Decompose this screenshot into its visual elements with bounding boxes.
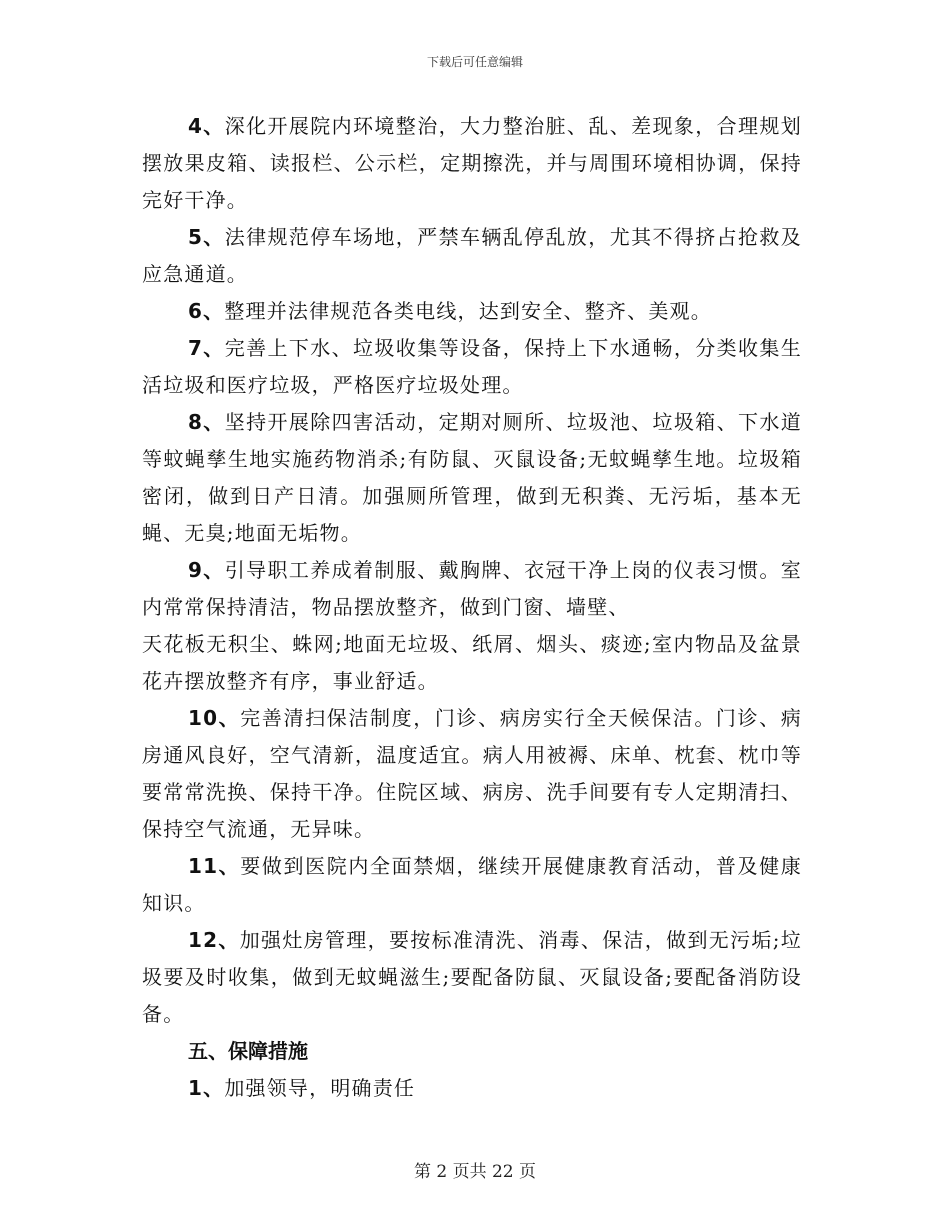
item-number: 7、 (188, 336, 225, 360)
paragraph-item-10 (142, 700, 802, 848)
item-text: 坚持开展除四害活动，定期对厕所、垃圾池、垃圾箱、下水道等蚊蝇孳生地实施药物消杀;有防鼠、灭鼠设备;无蚊蝇孳生地。垃圾箱密闭，做到日产日清。加强厕所管理，做到无积粪、无污垢，基本无蝇、无臭;地面无垢物。 (142, 410, 802, 545)
item-text: 要做到医院内全面禁烟，继续开展健康教育活动，普及健康知识。 (142, 854, 802, 915)
item-text: 引导职工养成着制服、戴胸牌、衣冠干净上岗的仪表习惯。室内常常保持清洁，物品摆放整齐，做到门窗、墙壁、 (142, 558, 802, 619)
item-number: 1、 (188, 1076, 225, 1100)
document-body (142, 108, 802, 1107)
paragraph-item-9 (142, 552, 802, 626)
paragraph-item-11 (142, 848, 802, 922)
item-number: 4、 (188, 114, 225, 138)
item-text: 整理并法律规范各类电线，达到安全、整齐、美观。 (224, 299, 712, 323)
item-text: 法律规范停车场地，严禁车辆乱停乱放，尤其不得挤占抢救及应急通道。 (142, 225, 802, 286)
item-number: 8、 (188, 410, 225, 434)
paragraph-item-5 (142, 219, 802, 293)
item-number: 10、 (188, 706, 241, 730)
item-text: 完善清扫保洁制度，门诊、病房实行全天候保洁。门诊、病房通风良好，空气清新，温度适宜。病人用被褥、床单、枕套、枕巾等要常常洗换、保持干净。住院区域、病房、洗手间要有专人定期清扫、保持空气流通，无异味。 (142, 706, 802, 841)
header-note: 下载后可任意编辑 (426, 55, 523, 69)
item-number: 11、 (188, 854, 241, 878)
item-text: 深化开展院内环境整治，大力整治脏、乱、差现象，合理规划摆放果皮箱、读报栏、公示栏，定期擦洗，并与周围环境相协调，保持完好干净。 (142, 114, 802, 212)
item-text: 加强领导，明确责任 (224, 1076, 416, 1100)
subitem-1 (142, 1070, 802, 1107)
paragraph-item-8 (142, 404, 802, 552)
item-number: 9、 (188, 558, 225, 582)
item-number: 12、 (188, 928, 240, 952)
section-title: 五、保障措施 (188, 1039, 308, 1063)
paragraph-item-4 (142, 108, 802, 219)
item-number: 5、 (188, 225, 225, 249)
item-text: 完善上下水、垃圾收集等设备，保持上下水通畅，分类收集生活垃圾和医疗垃圾，严格医疗垃圾处理。 (142, 336, 802, 397)
page-number: 第 2 页共 22 页 (413, 1162, 537, 1182)
item-text: 加强灶房管理，要按标准清洗、消毒、保洁，做到无污垢;垃圾要及时收集，做到无蚊蝇滋生;要配备防鼠、灭鼠设备;要配备消防设备。 (142, 928, 803, 1026)
paragraph-item-12 (142, 922, 802, 1033)
paragraph-item-9-continued (142, 626, 802, 700)
paragraph-item-7 (142, 330, 802, 404)
item-number: 6、 (188, 299, 225, 323)
item-text: 天花板无积尘、蛛网;地面无垃圾、纸屑、烟头、痰迹;室内物品及盆景花卉摆放整齐有序，事业舒适。 (142, 632, 802, 693)
paragraph-item-6 (142, 293, 802, 330)
